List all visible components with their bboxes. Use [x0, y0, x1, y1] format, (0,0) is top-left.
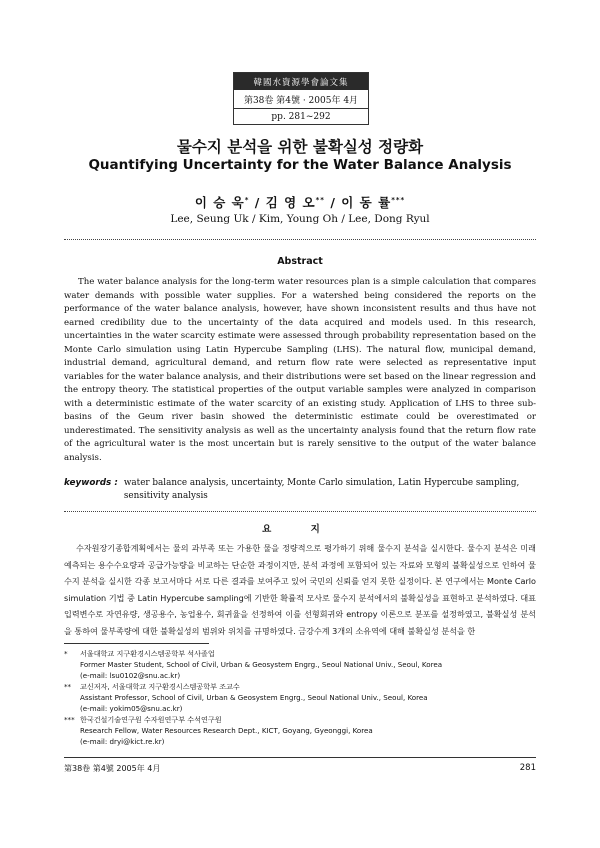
footnote-line: (e-mail: yokim05@snu.ac.kr) — [80, 704, 183, 713]
footnote-rule — [64, 643, 209, 644]
divider — [64, 511, 536, 512]
author-separator: / — [249, 195, 266, 210]
footnote-line: Research Fellow, Water Resources Research Dept., KICT, Goyang, Gyeonggi, Korea — [80, 726, 373, 735]
divider — [64, 239, 536, 240]
keywords — [64, 477, 536, 503]
footnote-line: 서울대학교 지구환경시스템공학부 석사졸업 — [80, 649, 215, 658]
journal-volume: 第38卷 第4號 · 2005年 4月 — [234, 90, 368, 109]
author-3-mark: *** — [391, 195, 406, 204]
footnote-2: ** 교신저자, 서울대학교 지구환경시스템공학부 조교수 Assistant Professor, School of Civil, Urban & Geosystem Engrg., Seoul National Univ., Seoul, Korea (e-mail: yokim05@snu.ac.kr) — [64, 682, 428, 713]
title-english: Quantifying Uncertainty for the Water Balance Analysis — [88, 157, 512, 173]
author-separator: / — [324, 195, 342, 210]
keywords-label: keywords : — [64, 478, 118, 488]
author-1-mark: * — [244, 195, 250, 204]
authors-korean — [0, 193, 600, 211]
author-2: 김 영 오 — [265, 195, 316, 210]
footnote-3: *** 한국건설기술연구원 수자원연구부 수석연구원 Research Fellow, Water Resources Research Dept., KICT, Goyang, Gyeonggi, Korea (e-mail: dryi@kict.re.kr) — [64, 715, 373, 746]
page-number: 281 — [519, 763, 536, 773]
footnote-line: Assistant Professor, School of Civil, Urban & Geosystem Engrg., Seoul National Univ., Seoul, Korea — [80, 693, 428, 702]
journal-info-box — [233, 72, 369, 125]
footer-rule — [64, 757, 536, 758]
author-2-mark: ** — [315, 195, 325, 204]
footnotes — [64, 648, 536, 747]
abstract-heading: Abstract — [277, 256, 323, 267]
footnote-line: 한국건설기술연구원 수자원연구부 수석연구원 — [80, 715, 222, 724]
keywords-text: water balance analysis, uncertainty, Monte Carlo simulation, Latin Hypercube sampling, sensitivity analysis — [123, 478, 520, 501]
title-korean: 물수지 분석을 위한 불확실성 정량화 — [176, 138, 424, 156]
journal-pages: pp. 281~292 — [271, 112, 331, 122]
footer-issue: 第38卷 第4號 2005年 4月 — [64, 764, 161, 773]
summary-heading: 요 지 — [262, 524, 338, 535]
footnote-line: Former Master Student, School of Civil, Urban & Geosystem Engrg., Seoul National Univ., Seoul, Korea — [80, 660, 443, 669]
author-3: 이 동 률 — [341, 195, 392, 210]
authors-english: Lee, Seung Uk / Kim, Young Oh / Lee, Dong Ryul — [170, 213, 430, 225]
footnote-1: * 서울대학교 지구환경시스템공학부 석사졸업 Former Master Student, School of Civil, Urban & Geosystem Engrg., Seoul National Univ., Seoul, Korea (e-mail: lsu0102@snu.ac.kr) — [64, 649, 443, 680]
footnote-line: (e-mail: dryi@kict.re.kr) — [80, 737, 165, 746]
footnote-line: 교신저자, 서울대학교 지구환경시스템공학부 조교수 — [80, 682, 240, 691]
author-1: 이 승 욱 — [194, 195, 245, 210]
abstract-text: The water balance analysis for the long-term water resources plan is a simple calculation that compares water demands with possible water supplies. For a watershed being considered the reports on the performance of the water balance analysis, however, have shown inconsistent results and thus have not earned credibility due to the uncertainty of the data acquired and models used. In this research, uncertainties in the water scarcity estimate were assessed through probability representation based on the Monte Carlo simulation using Latin Hypercube Sampling (LHS). The natural flow, municipal demand, industrial demand, agricultural demand, and return flow rate were selected as representative input variables for the water balance analysis, and their distributions were set based on the linear regression and the entropy theory. The statistical properties of the output variable samples were analyzed in comparison with a deterministic estimate of the water scarcity of an existing study. Application of LHS to three sub-basins of the Geum river basin showed the deterministic estimate could be overestimated or underestimated. The sensitivity analysis as well as the uncertainty analysis found that the return flow rate of the agricultural water is the most uncertain but is rarely sensitive to the output of the water balance analysis. — [64, 277, 536, 463]
footnote-line: (e-mail: lsu0102@snu.ac.kr) — [80, 671, 181, 680]
summary-text: 수자원장기종합계획에서는 물의 과부족 또는 가용한 물을 정량적으로 평가하기 위해 물수지 분석을 실시한다. 물수지 분석은 미래 예측되는 용수수요량과 공급가능량을 비교하는 단순한 과정이지만, 분석 과정에 포함되어 있는 자료와 모형의 불확실성으로 인하여 물수지 분석을 실시한 각종 보고서마다 서로 다른 결과를 보여주고 있어 국민의 신뢰를 얻지 못한 실정이다. 본 연구에서는 Monte Carlo simulation 기법 중 Latin Hypercube sampling에 기반한 확률적 모사로 물수지 분석에서의 불확실성을 표현하고 분석하였다. 대표 입력변수로 자연유량, 생공용수, 농업용수, 회귀율을 선정하여 이를 선형회귀와 entropy 이론으로 분포를 설정하였고, 불확실성 분석을 통하여 물부족량에 대한 불확실성의 범위와 위치를 규명하였다. 금강수계 3개의 소유역에 대해 불확실성 분석을 한 — [64, 543, 536, 636]
journal-name: 韓國水資源學會論文集 — [234, 73, 368, 90]
